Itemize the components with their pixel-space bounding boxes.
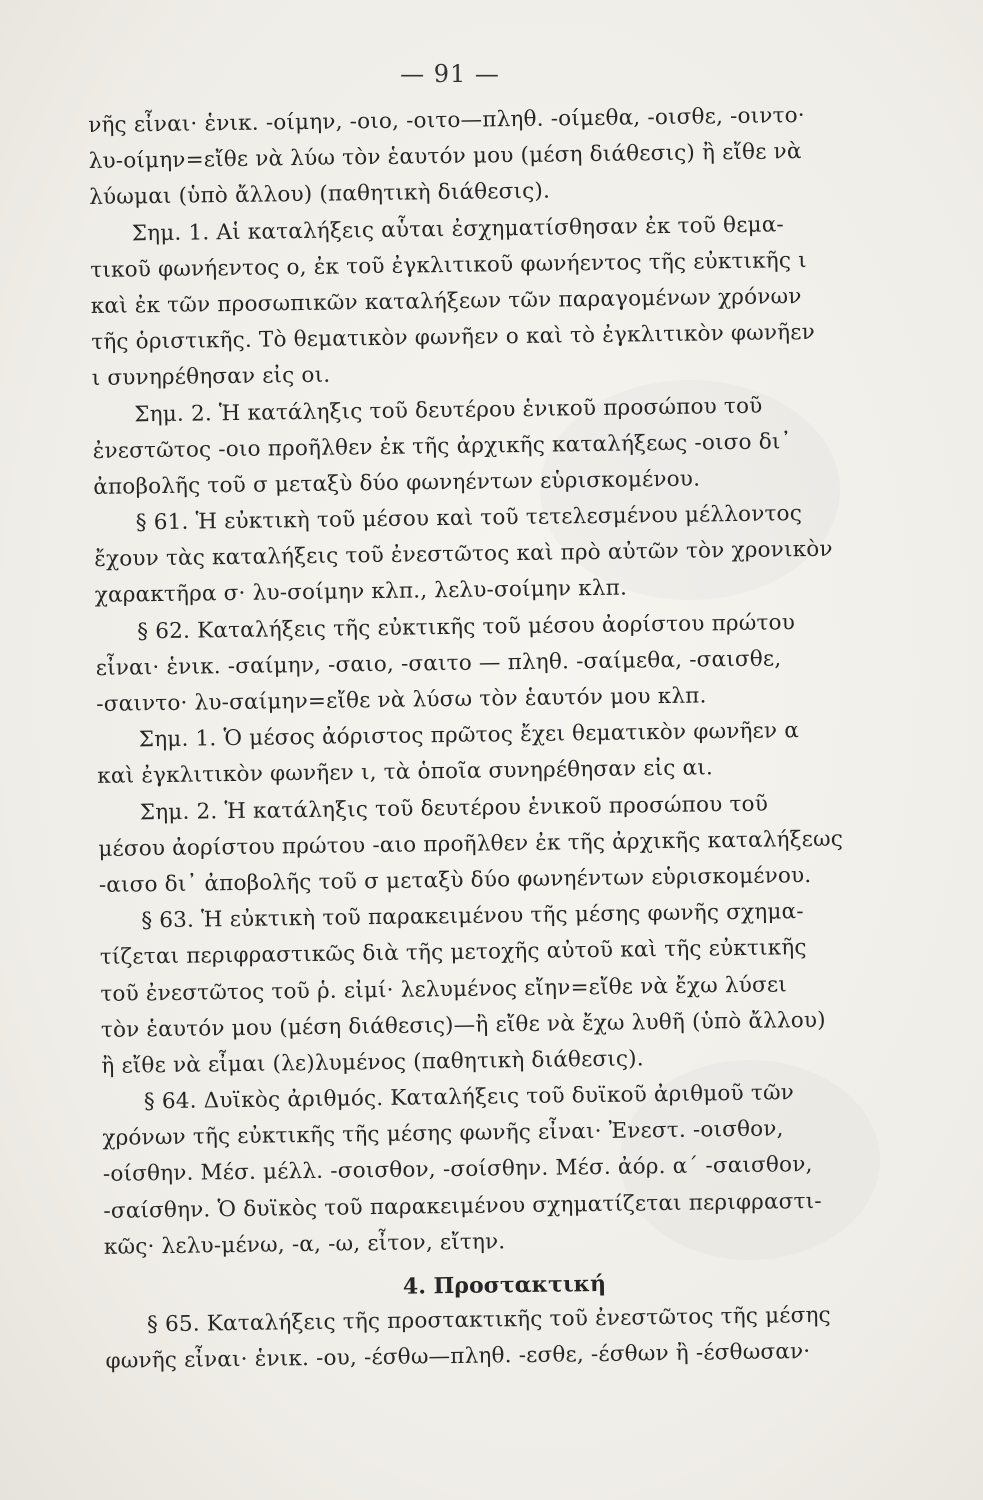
text-line: τῆς ὁριστικῆς. Τὸ θεματικὸν φωνῆεν ο καὶ τὸ ἐγκλιτικὸν φωνῆεν [91,319,816,356]
text-line: -οίσθην. Μέσ. μέλλ. -σοισθον, -σοίσθην. Μέσ. ἀόρ. α´ -σαισθον, [102,1152,813,1188]
text-line: λύωμαι (ὑπὸ ἄλλου) (παθητικὴ διάθεσις). [89,178,551,211]
section-line: § 64. Δυϊκὸς ἀριθμός. Καταλήξεις τοῦ δυϊκοῦ ἀριθμοῦ τῶν [143,1080,795,1115]
text-line: ἐνεστῶτος -οιο προῆλθεν ἐκ τῆς ἀρχικῆς καταλήξεως -οισο δι᾽ [92,428,792,464]
note-line: Σημ. 2. Ἡ κατάληξις τοῦ δευτέρου ἑνικοῦ προσώπου τοῦ [139,791,769,825]
note-line: Σημ. 2. Ἡ κατάληξις τοῦ δευτέρου ἑνικοῦ προσώπου τοῦ [134,393,763,427]
note-line: Σημ. 1. Αἱ καταλήξεις αὗται ἐσχηματίσθησαν ἐκ τοῦ θεμα- [131,211,785,246]
section-line: § 62. Καταλήξεις τῆς εὐκτικῆς τοῦ μέσου ἀορίστου πρώτου [137,609,796,644]
text-line: ἔχουν τὰς καταλήξεις τοῦ ἐνεστῶτος καὶ πρὸ αὐτῶν τὸν χρονικὸν [94,536,833,573]
text-line: νῆς εἶναι· ἑνικ. -οίμην, -οιο, -οιτο—πληθ. -οίμεθα, -οισθε, -οιντο· [88,102,806,138]
text-line: -σαίσθην. Ὁ δυϊκὸς τοῦ παρακειμένου σχηματίζεται περιφραστι- [103,1188,822,1224]
text-line: τοῦ ἐνεστῶτος τοῦ ῥ. εἰμί· λελυμένος εἴην=εἴθε νὰ ἔχω λύσει [100,971,788,1007]
text-line: μέσου ἀορίστου πρώτου -αιο προῆλθεν ἐκ τῆς ἀρχικῆς καταλήξεως [98,826,844,862]
text-line: χαρακτῆρα σ· λυ-σοίμην κλπ., λελυ-σοίμην κλπ. [94,575,628,609]
text-line: -αισο δι᾽ ἀποβολῆς τοῦ σ μεταξὺ δύο φωνηέντων εὑρισκομένου. [98,862,812,898]
section-heading: 4. Προστακτική [402,1270,607,1300]
section-line: § 61. Ἡ εὐκτικὴ τοῦ μέσου καὶ τοῦ τετελεσμένου μέλλοντος [135,501,803,536]
note-line: Σημ. 1. Ὁ μέσος ἀόριστος πρῶτος ἔχει θεματικὸν φωνῆεν α [138,718,800,753]
text-line: τὸν ἑαυτόν μου (μέση διάθεσις)—ἢ εἴθε νὰ ἔχω λυθῆ (ὑπὸ ἄλλου) [100,1007,826,1043]
text-line: ἀποβολῆς τοῦ σ μεταξὺ δύο φωνηέντων εὑρισκομένου. [93,466,701,500]
text-line: τίζεται περιφραστικῶς διὰ τῆς μετοχῆς αὐτοῦ καὶ τῆς εὐκτικῆς [99,935,807,971]
page-number: — 91 — [400,60,500,88]
text-line: ἢ εἴθε νὰ εἶμαι (λε)λυμένος (παθητικὴ διάθεσις). [101,1046,644,1079]
text-line: τικοῦ φωνήεντος ο, ἐκ τοῦ ἐγκλιτικοῦ φωνήεντος τῆς εὐκτικῆς ι [90,247,808,283]
text-line: κῶς· λελυ-μένω, -α, -ω, εἶτον, εἴτην. [103,1229,506,1260]
section-line: § 63. Ἡ εὐκτικὴ τοῦ παρακειμένου τῆς μέσης φωνῆς σχημα- [141,899,804,934]
body-text [88,97,866,1380]
text-line: λυ-οίμην=εἴθε νὰ λύω τὸν ἑαυτόν μου (μέση διάθεσις) ἢ εἴθε νὰ [88,139,802,175]
section-line: § 65. Καταλήξεις τῆς προστακτικῆς τοῦ ἐνεστῶτος τῆς μέσης [146,1302,831,1338]
text-line: εἶναι· ἑνικ. -σαίμην, -σαιο, -σαιτο — πληθ. -σαίμεθα, -σαισθε, [95,646,782,681]
text-line: ι συνηρέθησαν εἰς οι. [91,362,331,392]
text-line: φωνῆς εἶναι· ἑνικ. -ου, -έσθω—πληθ. -εσθε, -έσθων ἢ -έσθωσαν· [105,1339,811,1375]
text-line: καὶ ἐγκλιτικὸν φωνῆεν ι, τὰ ὁποῖα συνηρέθησαν εἰς αι. [97,755,714,790]
text-line: -σαιντο· λυ-σαίμην=εἴθε νὰ λύσω τὸν ἑαυτόν μου κλπ. [96,683,707,717]
text-line: καὶ ἐκ τῶν προσωπικῶν καταλήξεων τῶν παραγομένων χρόνων [90,283,802,319]
text-line: χρόνων τῆς εὐκτικῆς τῆς μέσης φωνῆς εἶναι· Ἐνεστ. -οισθον, [102,1116,784,1152]
